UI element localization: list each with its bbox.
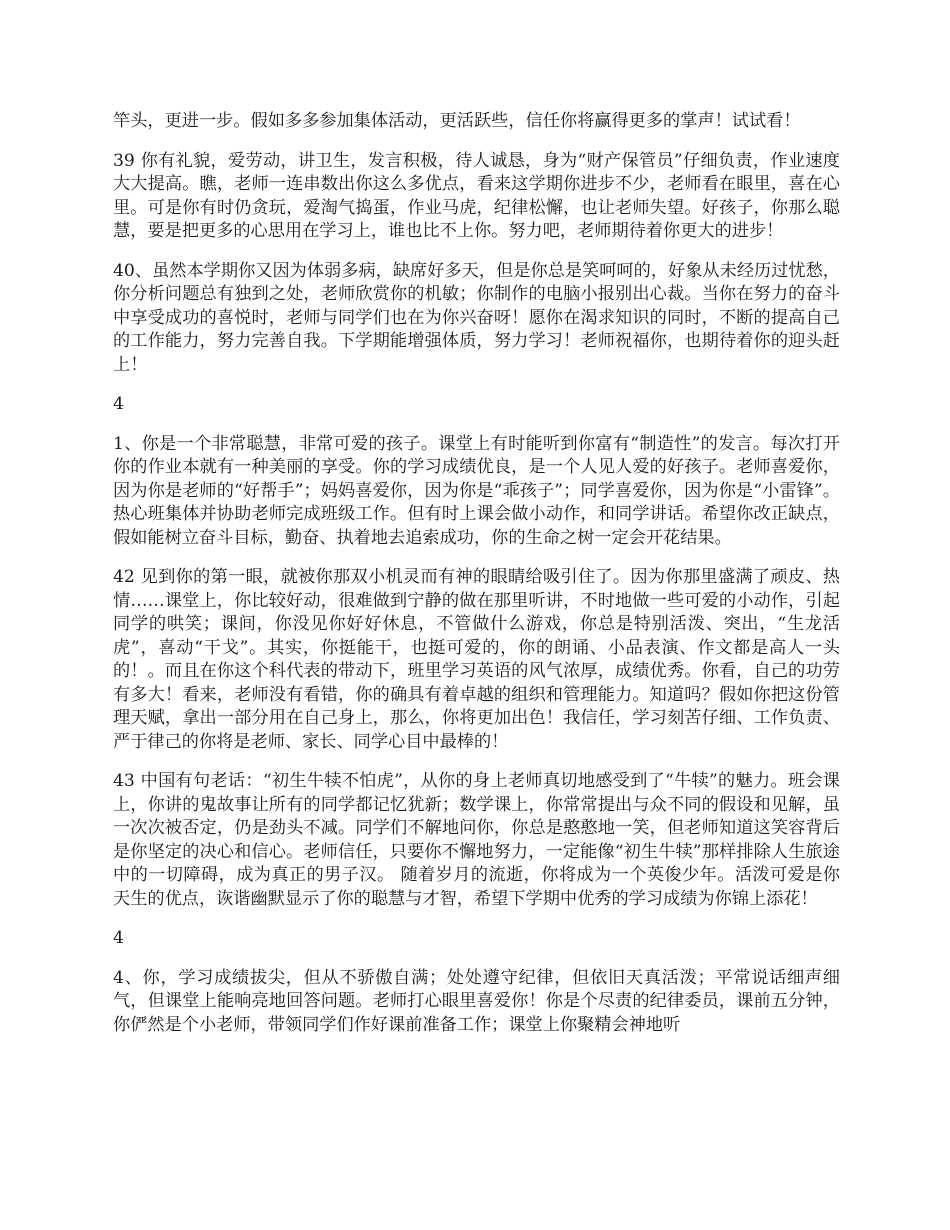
- paragraph-39: 39 你有礼貌，爱劳动，讲卫生，发言积极，待人诚恳，身为“财产保管员”仔细负责，作业速度大大提高。瞧，老师一连串数出你这么多优点，看来这学期你进步不少，老师看在眼里，喜在心里。可是你有时仍贪玩，爱淘气捣蛋，作业马虎，纪律松懈，也让老师失望。好孩子，你那么聪慧，要是把更多的心思用在学习上，谁也比不上你。努力吧，老师期待着你更大的进步！: [113, 150, 840, 241]
- section-number: 4: [113, 394, 124, 414]
- paragraph-42: 42 见到你的第一眼，就被你那双小机灵而有神的眼睛给吸引住了。因为你那里盛满了顽皮、热情……课堂上，你比较好动，很难做到宁静的做在那里听讲，不时地做一些可爱的小动作，引起同学的哄笑；课间，你没见你好好休息，不管做什么游戏，你总是特别活泼、突出，“生龙活虎”，喜动“干戈”。其实，你挺能干，也挺可爱的，你的朗诵、小品表演、作文都是高人一头的！。而且在你这个科代表的带动下，班里学习英语的风气浓厚，成绩优秀。你看，自己的功劳有多大！看来，老师没有看错，你的确具有着卓越的组织和管理能力。知道吗？假如你把这份管理天赋，拿出一部分用在自己身上，那么，你将更加出色！我信任，学习刻苦仔细、工作负责、严于律己的你将是老师、家长、同学心目中最棒的！: [113, 567, 840, 752]
- section-number: 4: [113, 928, 124, 948]
- paragraph-44: 4、你，学习成绩拔尖，但从不骄傲自满；处处遵守纪律，但依旧天真活泼；平常说话细声细气，但课堂上能响亮地回答问题。老师打心眼里喜爱你！你是个尽责的纪律委员，课前五分钟，你俨然是个小老师，带领同学们作好课前准备工作；课堂上你聚精会神地听: [113, 967, 840, 1035]
- paragraph-continuation: 竿头，更进一步。假如多多参加集体活动，更活跃些，信任你将赢得更多的掌声！试试看！: [113, 111, 801, 131]
- paragraph-43: 43 中国有句老话：“初生牛犊不怕虎”，从你的身上老师真切地感受到了“牛犊”的魅力。班会课上，你讲的鬼故事让所有的同学都记忆犹新；数学课上，你常常提出与众不同的假设和见解，虽一次次被否定，仍是劲头不减。同学们不解地问你，你总是憨憨地一笑，但老师知道这笑容背后是你坚定的决心和信心。老师信任，只要你不懈地努力，一定能像“初生牛犊”那样排除人生旅途中的一切障碍，成为真正的男子汉。 随着岁月的流逝，你将成为一个英俊少年。活泼可爱是你天生的优点，诙谐幽默显示了你的聪慧与才智，希望下学期中优秀的学习成绩为你锦上添花！: [113, 771, 841, 909]
- document-body: [113, 110, 840, 1053]
- paragraph-40: 40、虽然本学期你又因为体弱多病，缺席好多天，但是你总是笑呵呵的，好象从未经历过忧愁，你分析问题总有独到之处，老师欣赏你的机敏；你制作的电脑小报别出心裁。当你在努力的奋斗中享受成功的喜悦时，老师与同学们也在为你兴奋呀！愿你在渴求知识的同时，不断的提高自己的工作能力，努力完善自我。下学期能增强体质，努力学习！老师祝福你，也期待着你的迎头赶上！: [113, 260, 840, 375]
- paragraph-41: 1、你是一个非常聪慧，非常可爱的孩子。课堂上有时能听到你富有“制造性”的发言。每次打开你的作业本就有一种美丽的享受。你的学习成绩优良，是一个人见人爱的好孩子。老师喜爱你，因为你是老师的“好帮手”；妈妈喜爱你，因为你是“乖孩子”；同学喜爱你，因为你是“小雷锋”。热心班集体并协助老师完成班级工作。但有时上课会做小动作，和同学讲话。希望你改正缺点，假如能树立奋斗目标，勤奋、执着地去追索成功，你的生命之树一定会开花结果。: [113, 433, 840, 548]
